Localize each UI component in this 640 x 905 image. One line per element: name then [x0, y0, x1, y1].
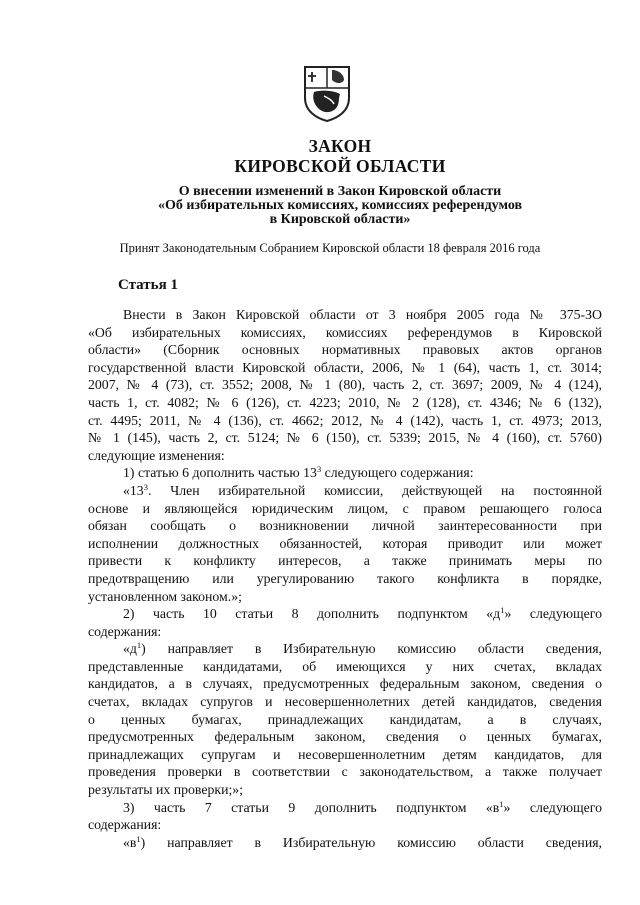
text-line: 2007, № 4 (73), ст. 3552; 2008, № 1 (80), часть 2, ст. 3697; 2009, № 4 (124), [88, 377, 602, 393]
coat-of-arms-icon [302, 64, 352, 122]
text-line: основе и являющейся юридическим лицом, с правом решающего голоса [88, 500, 602, 516]
text-line: результаты их проверки;»; [88, 782, 244, 798]
article-heading: Статья 1 [118, 277, 178, 293]
text-line: следующие изменения: [88, 447, 225, 463]
text-line: часть 1, ст. 4082; № 6 (126), ст. 4223; 2010, № 2 (128), ст. 4346; № 6 (132), [88, 394, 602, 410]
text-line: счетах, вкладах супругов и несовершеннолетних детей кандидатов, сведения [88, 694, 602, 710]
text-line: принадлежащих супругам и несовершеннолетним детям кандидатов, для [88, 746, 602, 762]
adoption-note: Принят Законодательным Собранием Кировской области 18 февраля 2016 года [119, 241, 541, 255]
text-line: государственной власти Кировской области, 2006, № 1 (64), часть 1, ст. 3014; [88, 359, 602, 375]
text-line: исполнении должностных обязанностей, которая приводит или может [88, 535, 602, 551]
text-line: области» (Сборник основных нормативных правовых актов органов [88, 342, 602, 358]
text-line: содержания: [88, 623, 162, 639]
text-line: «$13^3$. Член избирательной комиссии, действующей на постоянной [123, 481, 602, 498]
text-line: кандидатов, а в случаях, предусмотренных федеральным законом, сведения о [88, 676, 602, 692]
subtitle-line: в Кировской области» [269, 212, 411, 227]
list-item: 1) статью 6 дополнить частью $13^3$ следующего содержания: [123, 464, 474, 481]
text-line: № 1 (145), часть 2, ст. 5124; № 6 (150), ст. 5339; 2015, № 4 (160), ст. 5760) [88, 430, 602, 446]
subtitle-line: О внесении изменений в Закон Кировской области [178, 184, 502, 199]
text-line: ст. 4495; 2011, № 4 (136), ст. 4662; 2012, № 4 (142), часть 1, ст. 4973; 2013, [88, 412, 602, 428]
text-line: о ценных бумагах, принадлежащих кандидатам, а в случаях, [88, 711, 602, 727]
list-item: 3) часть 7 статьи 9 дополнить подпунктом «$в^1$» следующего [123, 798, 602, 815]
text-line: проведения проверки в соответствии с законодательством, а также получает [88, 764, 602, 780]
text-line: представленные кандидатами, об имеющихся у них счетах, вкладах [88, 658, 602, 674]
text-line: «$д^1$) направляет в Избирательную комиссию области сведения, [123, 640, 602, 657]
text-line: предусмотренных федеральным законом, сведения о ценных бумагах, [88, 729, 602, 745]
article-body [88, 306, 602, 851]
text-line: содержания: [88, 817, 162, 833]
text-line: Внести в Закон Кировской области от 3 ноября 2005 года № 375-ЗО [123, 307, 602, 322]
law-subtitle [60, 185, 620, 227]
text-line: «$в^1$) направляет в Избирательную комиссию области сведения, [123, 833, 602, 850]
text-line: обязан сообщать о возникновении личной заинтересованности при [88, 518, 602, 534]
law-title: ЗАКОН [308, 136, 372, 156]
subtitle-line: «Об избирательных комиссиях, комиссиях референдумов [157, 198, 523, 213]
list-item: 2) часть 10 статьи 8 дополнить подпунктом «$д^1$» следующего [123, 605, 602, 622]
text-line: установленном законом.»; [88, 588, 242, 604]
region-title: КИРОВСКОЙ ОБЛАСТИ [234, 156, 446, 176]
text-line: «Об избирательных комиссиях, комиссиях референдумов в Кировской [88, 324, 602, 340]
text-line: предотвращению или урегулированию такого конфликта в порядке, [88, 570, 602, 586]
text-line: привести к конфликту интересов, а также принимать меры по [88, 553, 602, 569]
